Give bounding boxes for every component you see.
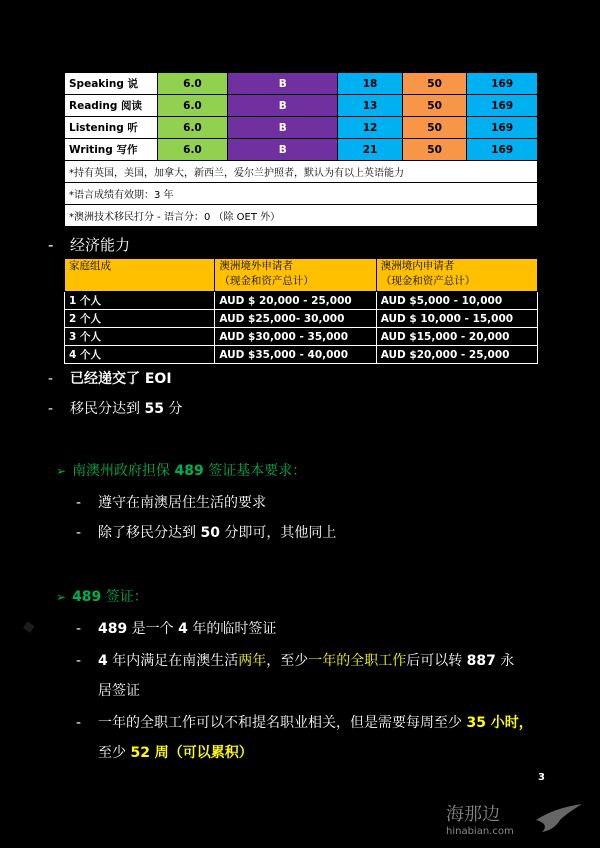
watermark: · (1, 604, 56, 650)
funds-cell: AUD $30,000 - 35,000 (215, 328, 376, 346)
score-cell: 21 (338, 139, 403, 161)
funds-cell: AUD $15,000 - 20,000 (376, 328, 537, 346)
page-number: 3 (538, 772, 545, 783)
score-cell: 169 (467, 73, 538, 95)
sa-heading: ➢ 南澳州政府担保 489 签证基本要求： (56, 463, 307, 479)
funds-header: 澳洲境内申请者 （现金和资产总计） (376, 259, 537, 292)
funds-cell: 1 个人 (65, 292, 215, 310)
score-cell: Reading 阅读 (65, 95, 158, 117)
funds-header: 家庭组成 (65, 259, 215, 292)
score-row (65, 117, 538, 139)
score-cell: 6.0 (157, 139, 228, 161)
funds-cell: 2 个人 (65, 310, 215, 328)
funds-cell: AUD $5,000 - 10,000 (376, 292, 537, 310)
sa-item-1: - 遵守在南澳居住生活的要求 (76, 495, 266, 511)
score-note: *持有英国，美国，加拿大，新西兰，爱尔兰护照者，默认为有以上英语能力 (65, 161, 538, 183)
score-cell: 6.0 (157, 95, 228, 117)
funds-cell: AUD $ 10,000 - 15,000 (376, 310, 537, 328)
score-cell: 169 (467, 117, 538, 139)
funds-header: 澳洲境外申请者 （现金和资产总计） (215, 259, 376, 292)
score-cell: 6.0 (157, 117, 228, 139)
funds-row (65, 292, 538, 310)
score-cell: B (228, 117, 338, 139)
economic-heading: - 经济能力 (48, 236, 131, 254)
funds-cell: 4 个人 (65, 346, 215, 364)
score-cell: 50 (402, 73, 467, 95)
score-cell: B (228, 139, 338, 161)
bird-logo-icon (534, 800, 584, 834)
visa-item-1: - 489 是一个 4 年的临时签证 (76, 621, 277, 637)
score-cell: B (228, 73, 338, 95)
funds-cell: AUD $35,000 - 40,000 (215, 346, 376, 364)
funds-row (65, 310, 538, 328)
funds-cell: AUD $20,000 - 25,000 (376, 346, 537, 364)
score-cell: 50 (402, 117, 467, 139)
logo-en: hinabian.com (446, 826, 514, 837)
funds-row (65, 346, 538, 364)
footer-logo (446, 800, 514, 837)
score-cell: Writing 写作 (65, 139, 158, 161)
score-cell: 50 (402, 139, 467, 161)
score-cell: 13 (338, 95, 403, 117)
score-cell: 12 (338, 117, 403, 139)
visa-item-2-cont: 居签证 (98, 683, 140, 699)
score-row (65, 73, 538, 95)
visa-item-3-cont: 至少 52 周（可以累积） (98, 745, 253, 761)
score-cell: Listening 听 (65, 117, 158, 139)
bullet-eoi: - 已经递交了 EOI (48, 371, 172, 387)
score-cell: 6.0 (157, 73, 228, 95)
language-score-table (64, 72, 538, 227)
score-row (65, 139, 538, 161)
score-cell: 50 (402, 95, 467, 117)
funds-cell: AUD $25,000- 30,000 (215, 310, 376, 328)
logo-cn: 海那边 (446, 804, 500, 825)
bullet-score: - 移民分达到 55 分 (48, 401, 183, 417)
score-row (65, 95, 538, 117)
score-cell: Speaking 说 (65, 73, 158, 95)
score-cell: 169 (467, 95, 538, 117)
sa-item-2: - 除了移民分达到 50 分即可，其他同上 (76, 525, 337, 541)
visa-item-3: - 一年的全职工作可以不和提名职业相关，但是需要每周至少 35 小时， (76, 715, 533, 731)
funds-table (64, 258, 538, 364)
score-note: *语言成绩有效期：3 年 (65, 183, 538, 205)
visa-item-2: - 4 年内满足在南澳生活两年，至少一年的全职工作后可以转 887 永 (76, 653, 515, 669)
funds-cell: 3 个人 (65, 328, 215, 346)
score-cell: 18 (338, 73, 403, 95)
score-cell: 169 (467, 139, 538, 161)
funds-cell: AUD $ 20,000 - 25,000 (215, 292, 376, 310)
visa-heading: ➢ 489 签证： (56, 589, 148, 605)
score-cell: B (228, 95, 338, 117)
score-note: *澳洲技术移民打分 - 语言分：0 （除 OET 外） (65, 205, 538, 227)
funds-row (65, 328, 538, 346)
